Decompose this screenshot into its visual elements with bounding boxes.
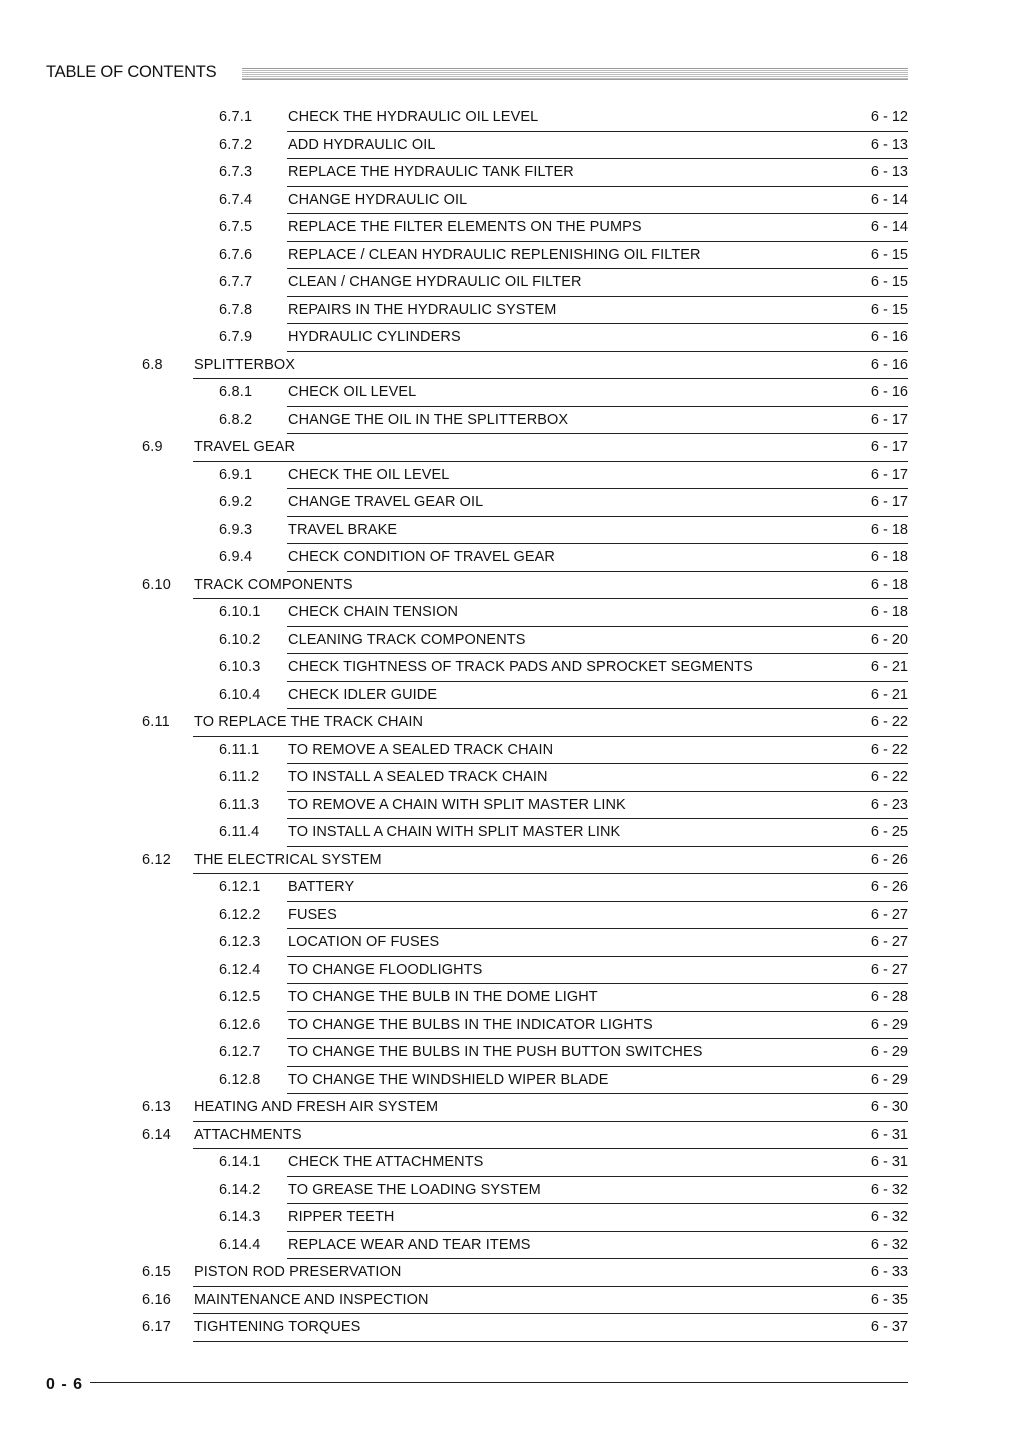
toc-entry-page: 6 - 15 [870,246,908,263]
toc-entry-page: 6 - 22 [870,741,908,758]
toc-entry-page: 6 - 18 [870,549,908,565]
toc-entry-number: 6.11.4 [219,824,260,840]
toc-entry-title[interactable]: TO GREASE THE LOADING SYSTEM [288,1181,541,1198]
toc-subsection-row[interactable] [0,627,1024,655]
toc-entry-title[interactable]: RIPPER TEETH [288,1209,395,1225]
toc-entry-title[interactable]: TIGHTENING TORQUES [194,1319,361,1335]
toc-subsection-row[interactable] [0,104,1024,132]
toc-entry-title[interactable]: PISTON ROD PRESERVATION [194,1264,402,1280]
toc-entry-number: 6.8.2 [219,411,253,428]
toc-entry-page: 6 - 17 [870,466,908,483]
toc-entry-title[interactable]: REPLACE THE HYDRAULIC TANK FILTER [288,164,574,180]
toc-entry-page: 6 - 17 [870,494,908,510]
toc-subsection-row[interactable] [0,379,1024,407]
toc-entry-page: 6 - 16 [870,356,908,373]
toc-entry-number: 6.15 [142,1264,172,1280]
toc-entry-title[interactable]: CLEAN / CHANGE HYDRAULIC OIL FILTER [288,274,582,290]
toc-section-row[interactable] [0,1287,1024,1315]
toc-entry-page: 6 - 13 [870,136,908,153]
toc-entry-page: 6 - 17 [870,411,908,428]
toc-entry-number: 6.12.4 [219,961,261,978]
toc-entry-title[interactable]: MAINTENANCE AND INSPECTION [194,1291,429,1308]
toc-entry-page: 6 - 16 [870,384,908,400]
toc-entry-page: 6 - 14 [870,219,908,235]
toc-entry-title[interactable]: THE ELECTRICAL SYSTEM [194,851,382,868]
toc-entry-number: 6.14.1 [219,1154,261,1170]
toc-entry-title[interactable]: TO CHANGE THE BULB IN THE DOME LIGHT [288,989,598,1005]
toc-entry-number: 6.11.1 [219,741,260,758]
toc-entry-title[interactable]: CHECK THE ATTACHMENTS [288,1154,484,1170]
toc-entry-page: 6 - 22 [870,769,908,785]
toc-entry-page: 6 - 37 [870,1319,908,1335]
toc-subsection-row[interactable] [0,737,1024,765]
toc-entry-number: 6.10.4 [219,686,261,703]
toc-entry-number: 6.9.4 [219,549,253,565]
toc-entry-number: 6.12 [142,851,172,868]
toc-entry-page: 6 - 16 [870,329,908,345]
toc-entry-number: 6.11.2 [219,769,260,785]
toc-subsection-row[interactable] [0,324,1024,352]
toc-entry-number: 6.12.6 [219,1016,261,1033]
toc-entry-number: 6.12.3 [219,934,261,950]
toc-entry-page: 6 - 18 [870,521,908,538]
toc-entry-number: 6.13 [142,1099,172,1115]
toc-entry-number: 6.10.1 [219,604,261,620]
toc-entry-title[interactable]: CHANGE TRAVEL GEAR OIL [288,494,484,510]
toc-subsection-row[interactable] [0,544,1024,572]
toc-section-row[interactable] [0,434,1024,462]
toc-entry-number: 6.12.7 [219,1044,261,1060]
toc-entry-title[interactable]: CLEANING TRACK COMPONENTS [288,631,526,648]
toc-subsection-row[interactable] [0,929,1024,957]
toc-subsection-row[interactable] [0,517,1024,545]
toc-entry-number: 6.12.2 [219,906,261,923]
toc-entry-title[interactable]: SPLITTERBOX [194,356,296,373]
toc-entry-title[interactable]: TO CHANGE THE BULBS IN THE PUSH BUTTON SWITCHES [288,1044,703,1060]
toc-entry-page: 6 - 28 [870,989,908,1005]
toc-entry-number: 6.10.3 [219,659,261,675]
toc-entry-title[interactable]: TO CHANGE THE BULBS IN THE INDICATOR LIGHTS [288,1016,653,1033]
toc-entry-title[interactable]: CHECK CHAIN TENSION [288,604,459,620]
toc-entry-number: 6.9.1 [219,466,253,483]
toc-subsection-row[interactable] [0,462,1024,490]
toc-entry-number: 6.7.3 [219,164,253,180]
toc-entry-page: 6 - 26 [870,879,908,895]
toc-entry-page: 6 - 21 [870,686,908,703]
toc-entry-number: 6.14 [142,1126,172,1143]
toc-subsection-row[interactable] [0,957,1024,985]
toc-entry-number: 6.11 [142,714,170,730]
toc-section-row[interactable] [0,709,1024,737]
toc-subsection-row[interactable] [0,984,1024,1012]
toc-entry-number: 6.14.3 [219,1209,261,1225]
toc-entry-title[interactable]: TO CHANGE THE WINDSHIELD WIPER BLADE [288,1071,609,1088]
toc-entry-number: 6.9 [142,439,163,455]
toc-subsection-row[interactable] [0,819,1024,847]
toc-entry-title[interactable]: ATTACHMENTS [194,1126,302,1143]
toc-entry-number: 6.7.7 [219,274,253,290]
toc-subsection-row[interactable] [0,269,1024,297]
toc-entry-page: 6 - 22 [870,714,908,730]
toc-entry-title[interactable]: HYDRAULIC CYLINDERS [288,329,461,345]
toc-entry-page: 6 - 20 [870,631,908,648]
toc-entry-title[interactable]: HEATING AND FRESH AIR SYSTEM [194,1099,439,1115]
toc-entry-title[interactable]: TO INSTALL A SEALED TRACK CHAIN [288,769,548,785]
toc-entry-page: 6 - 25 [870,824,908,840]
toc-entry-title[interactable]: CHECK CONDITION OF TRAVEL GEAR [288,549,555,565]
toc-entry-title[interactable]: TO REMOVE A SEALED TRACK CHAIN [288,741,554,758]
toc-subsection-row[interactable] [0,1204,1024,1232]
toc-subsection-row[interactable] [0,1177,1024,1205]
toc-entry-number: 6.12.5 [219,989,261,1005]
toc-subsection-row[interactable] [0,242,1024,270]
toc-subsection-row[interactable] [0,489,1024,517]
toc-section-row[interactable] [0,1259,1024,1287]
toc-entry-number: 6.17 [142,1319,172,1335]
toc-entry-number: 6.7.9 [219,329,253,345]
toc-entry-title[interactable]: CHECK THE OIL LEVEL [288,466,450,483]
toc-entry-number: 6.14.2 [219,1181,261,1198]
toc-entry-title[interactable]: TO INSTALL A CHAIN WITH SPLIT MASTER LINK [288,824,621,840]
toc-entry-page: 6 - 32 [870,1209,908,1225]
footer-page-number: 0 - 6 [46,1376,84,1393]
toc-entry-number: 6.8 [142,356,163,373]
toc-subsection-row[interactable] [0,654,1024,682]
toc-entry-title[interactable]: FUSES [288,906,337,923]
toc-entry-page: 6 - 12 [870,109,908,125]
toc-subsection-row[interactable] [0,874,1024,902]
toc-entry-title[interactable]: TO CHANGE FLOODLIGHTS [288,961,483,978]
toc-entry-title[interactable]: CHANGE HYDRAULIC OIL [288,191,468,208]
toc-subsection-row[interactable] [0,159,1024,187]
toc-entry-number: 6.7.1 [219,109,253,125]
toc-entry-title[interactable]: ADD HYDRAULIC OIL [288,136,436,153]
toc-entry-number: 6.8.1 [219,384,253,400]
toc-entry-title[interactable]: TO REMOVE A CHAIN WITH SPLIT MASTER LINK [288,796,626,813]
toc-entry-number: 6.7.4 [219,191,253,208]
toc-entry-title[interactable]: TRAVEL GEAR [194,439,296,455]
toc-entry-title[interactable]: TRACK COMPONENTS [194,576,353,593]
toc-entry-page: 6 - 13 [870,164,908,180]
toc-entry-title[interactable]: REPLACE THE FILTER ELEMENTS ON THE PUMPS [288,219,642,235]
toc-entry-number: 6.10 [142,576,172,593]
toc-entry-title[interactable]: TO REPLACE THE TRACK CHAIN [194,714,424,730]
table-of-contents [0,104,1024,1342]
toc-entry-page: 6 - 30 [870,1099,908,1115]
toc-subsection-row[interactable] [0,1149,1024,1177]
toc-entry-title[interactable]: REPLACE WEAR AND TEAR ITEMS [288,1236,531,1253]
toc-subsection-row[interactable] [0,297,1024,325]
toc-entry-title[interactable]: REPAIRS IN THE HYDRAULIC SYSTEM [288,301,557,318]
toc-entry-page: 6 - 33 [870,1264,908,1280]
toc-subsection-row[interactable] [0,187,1024,215]
toc-entry-number: 6.11.3 [219,796,260,813]
toc-entry-number: 6.16 [142,1291,172,1308]
toc-subsection-row[interactable] [0,599,1024,627]
toc-entry-page: 6 - 31 [870,1126,908,1143]
toc-entry-number: 6.7.5 [219,219,253,235]
toc-section-row[interactable] [0,1122,1024,1150]
page-header [46,62,908,82]
toc-subsection-row[interactable] [0,902,1024,930]
toc-entry-page: 6 - 15 [870,301,908,318]
toc-entry-underline [193,1341,908,1342]
toc-subsection-row[interactable] [0,764,1024,792]
toc-subsection-row[interactable] [0,1012,1024,1040]
toc-entry-number: 6.9.2 [219,494,253,510]
toc-subsection-row[interactable] [0,132,1024,160]
toc-section-row[interactable] [0,352,1024,380]
toc-section-row[interactable] [0,572,1024,600]
footer-rule [90,1382,908,1383]
toc-entry-number: 6.10.2 [219,631,261,648]
toc-entry-title[interactable]: TRAVEL BRAKE [288,521,398,538]
header-decorative-rule [242,68,908,80]
toc-entry-page: 6 - 18 [870,604,908,620]
toc-entry-number: 6.12.1 [219,879,261,895]
toc-entry-page: 6 - 23 [870,796,908,813]
toc-entry-page: 6 - 27 [870,961,908,978]
toc-entry-page: 6 - 32 [870,1181,908,1198]
toc-entry-number: 6.7.8 [219,301,253,318]
toc-entry-number: 6.9.3 [219,521,253,538]
toc-subsection-row[interactable] [0,1232,1024,1260]
toc-entry-number: 6.7.2 [219,136,253,153]
toc-entry-title[interactable]: CHECK THE HYDRAULIC OIL LEVEL [288,109,539,125]
toc-entry-page: 6 - 35 [870,1291,908,1308]
toc-entry-page: 6 - 26 [870,851,908,868]
toc-entry-page: 6 - 15 [870,274,908,290]
toc-section-row[interactable] [0,1094,1024,1122]
toc-entry-page: 6 - 29 [870,1044,908,1060]
toc-entry-page: 6 - 27 [870,906,908,923]
toc-entry-title[interactable]: CHECK IDLER GUIDE [288,686,438,703]
header-title: TABLE OF CONTENTS [46,63,217,81]
toc-subsection-row[interactable] [0,407,1024,435]
toc-entry-page: 6 - 17 [870,439,908,455]
toc-entry-page: 6 - 29 [870,1071,908,1088]
toc-subsection-row[interactable] [0,1067,1024,1095]
toc-subsection-row[interactable] [0,214,1024,242]
toc-section-row[interactable] [0,1314,1024,1342]
toc-section-row[interactable] [0,847,1024,875]
toc-entry-title[interactable]: LOCATION OF FUSES [288,934,440,950]
toc-entry-number: 6.12.8 [219,1071,261,1088]
toc-entry-page: 6 - 31 [870,1154,908,1170]
toc-entry-number: 6.14.4 [219,1236,261,1253]
toc-entry-title[interactable]: CHANGE THE OIL IN THE SPLITTERBOX [288,411,569,428]
page-footer [46,1376,908,1396]
toc-entry-page: 6 - 21 [870,659,908,675]
toc-entry-page: 6 - 27 [870,934,908,950]
toc-entry-title[interactable]: CHECK TIGHTNESS OF TRACK PADS AND SPROCKET SEGMENTS [288,659,753,675]
toc-entry-number: 6.7.6 [219,246,253,263]
toc-entry-title[interactable]: CHECK OIL LEVEL [288,384,417,400]
toc-entry-page: 6 - 32 [870,1236,908,1253]
toc-subsection-row[interactable] [0,1039,1024,1067]
toc-entry-page: 6 - 29 [870,1016,908,1033]
toc-entry-page: 6 - 18 [870,576,908,593]
toc-subsection-row[interactable] [0,682,1024,710]
toc-entry-page: 6 - 14 [870,191,908,208]
toc-entry-title[interactable]: REPLACE / CLEAN HYDRAULIC REPLENISHING OIL FILTER [288,246,701,263]
toc-entry-title[interactable]: BATTERY [288,879,355,895]
toc-subsection-row[interactable] [0,792,1024,820]
